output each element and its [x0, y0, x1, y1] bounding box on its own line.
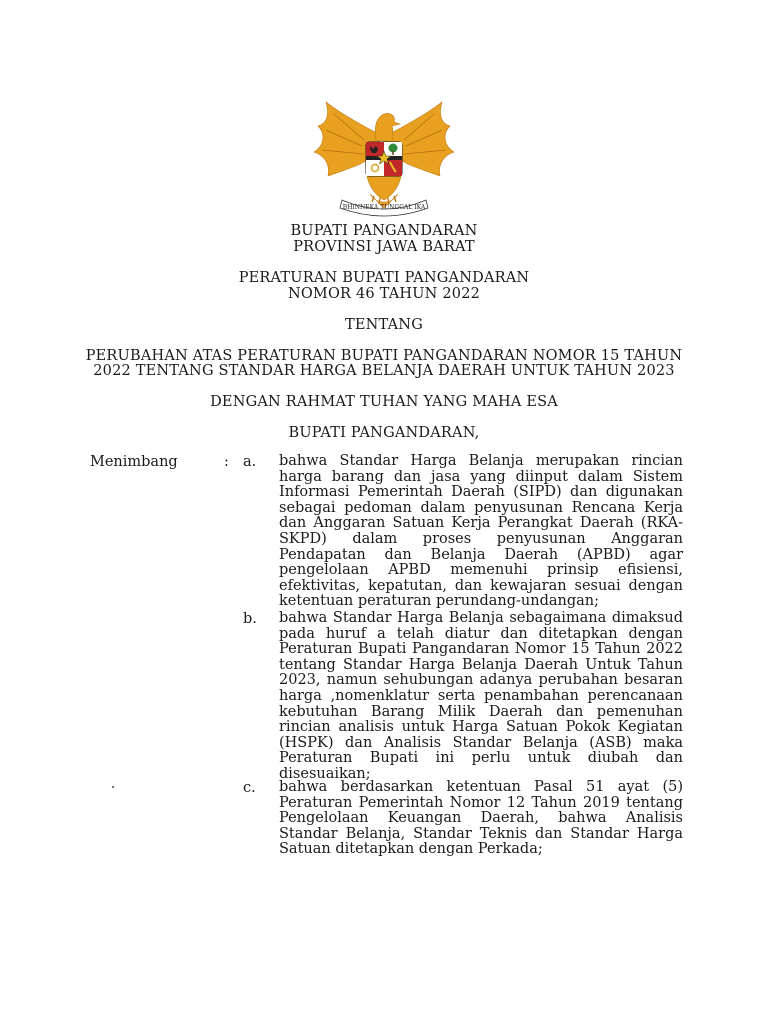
- item-b-line: bahwa Standar Harga Belanja sebagaimana dimaksud: [279, 610, 683, 626]
- subject-line-1: PERUBAHAN ATAS PERATURAN BUPATI PANGANDARAN NOMOR 15 TAHUN: [85, 348, 683, 364]
- regulation-number: NOMOR 46 TAHUN 2022: [287, 286, 481, 302]
- item-b-line: rincian analisis untuk Harga Satuan Pokok Kegiatan: [279, 719, 683, 736]
- item-c-text: [279, 780, 683, 858]
- item-a-line: SKPD) dalam proses penyusunan Anggaran: [279, 530, 683, 547]
- item-c-line: Pengelolaan Keuangan Daerah, bahwa Analisis: [279, 810, 683, 827]
- item-b-line: Peraturan Bupati Pangandaran Nomor 15 Tahun 2022: [279, 641, 683, 658]
- item-a-line: pengelolaan APBD memenuhi prinsip efisiensi,: [279, 562, 683, 579]
- item-b-line: disesuaikan;: [279, 765, 371, 782]
- garuda-emblem: [304, 96, 464, 220]
- subject-line-2: 2022 TENTANG STANDAR HARGA BELANJA DAERAH UNTUK TAHUN 2023: [93, 363, 675, 379]
- item-a-text: [279, 454, 683, 610]
- item-a-line: harga barang dan jasa yang diinput dalam Sistem: [279, 468, 683, 485]
- item-a-line: Informasi Pemerintah Daerah (SIPD) dan digunakan: [279, 484, 683, 501]
- blessing-line: DENGAN RAHMAT TUHAN YANG MAHA ESA: [210, 394, 558, 410]
- item-b-line: tentang Standar Harga Belanja Daerah Untuk Tahun: [279, 656, 683, 673]
- motto-text: BHINNEKA TUNGGAL IKA: [342, 204, 426, 211]
- province-title: PROVINSI JAWA BARAT: [293, 239, 475, 255]
- item-c-line: Peraturan Pemerintah Nomor 12 Tahun 2019 tentang: [279, 794, 683, 811]
- enactor-line: BUPATI PANGANDARAN,: [288, 425, 480, 441]
- authority-title: BUPATI PANGANDARAN: [290, 223, 478, 239]
- item-a-line: ketentuan peraturan perundang-undangan;: [279, 593, 600, 610]
- item-b-line: (HSPK) dan Analisis Standar Belanja (ASB) maka: [279, 734, 683, 751]
- item-b-line: harga ,nomenklatur serta penambahan perencanaan: [279, 687, 683, 704]
- item-a-line: sebagai pedoman dalam penyusunan Rencana Kerja: [279, 499, 683, 516]
- item-b-text: [279, 611, 683, 783]
- item-c-line: bahwa berdasarkan ketentuan Pasal 51 ayat (5): [279, 779, 683, 795]
- about-heading: TENTANG: [345, 317, 423, 333]
- item-b-line: pada huruf a telah diatur dan ditetapkan dengan: [279, 625, 683, 642]
- item-b-line: kebutuhan Barang Milik Daerah dan pemenuhan: [279, 703, 683, 720]
- item-c-line: Satuan ditetapkan dengan Perkada;: [279, 841, 543, 858]
- item-a-line: Pendapatan dan Belanja Daerah (APBD) agar: [279, 546, 683, 563]
- item-a-line: dan Anggaran Satuan Kerja Perangkat Daerah (RKA-: [279, 515, 683, 532]
- item-a-marker: a.: [243, 454, 257, 470]
- item-a-line: bahwa Standar Harga Belanja merupakan rincian: [279, 453, 683, 469]
- item-b-line: Peraturan Bupati ini perlu untuk diubah dan: [279, 750, 683, 767]
- item-c-line: Standar Belanja, Standar Teknis dan Standar Harga: [279, 825, 683, 842]
- considering-separator: :: [224, 454, 229, 470]
- item-b-line: 2023, namun sehubungan adanya perubahan besaran: [279, 672, 683, 689]
- item-c-marker: c.: [243, 780, 256, 796]
- item-a-line: efektivitas, kepatutan, dan kewajaran sesuai dengan: [279, 577, 683, 594]
- item-b-marker: b.: [243, 611, 257, 627]
- regulation-title: PERATURAN BUPATI PANGANDARAN: [238, 270, 530, 286]
- considering-label: Menimbang: [90, 454, 178, 470]
- scan-speck: [112, 786, 114, 788]
